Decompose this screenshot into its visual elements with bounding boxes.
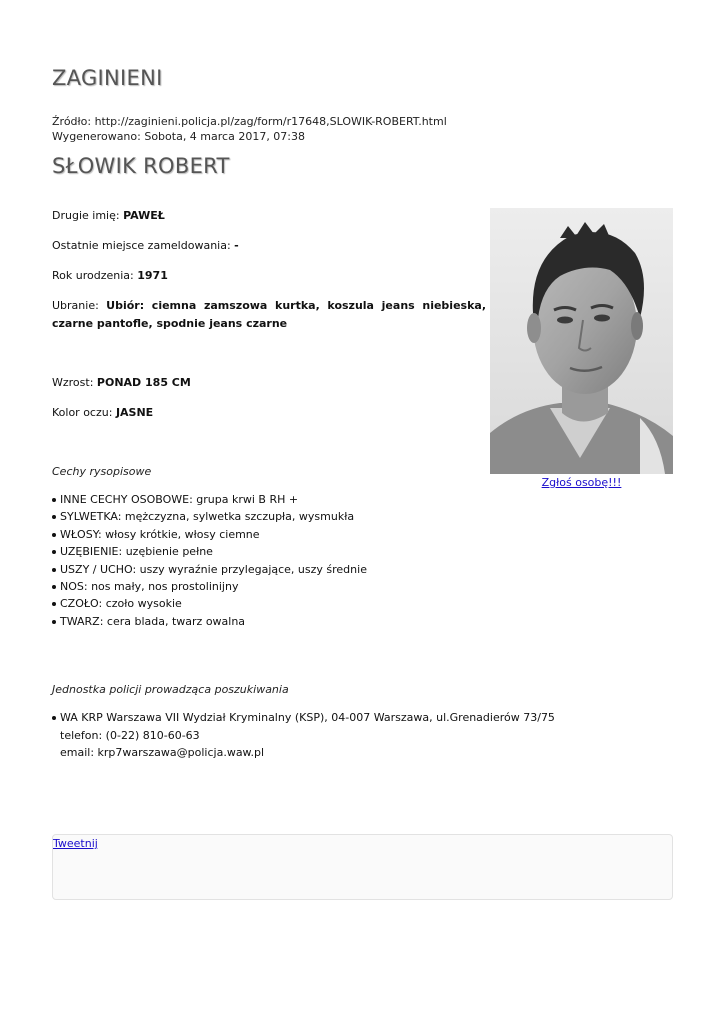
field-last-residence-label: Ostatnie miejsce zameldowania: [52,239,231,252]
field-clothing-label: Ubranie: [52,299,99,312]
generated-line: Wygenerowano: Sobota, 4 marca 2017, 07:38 [52,130,306,143]
list-item: WŁOSY: włosy krótkie, włosy ciemne [52,526,367,543]
police-unit-heading: Jednostka policji prowadząca poszukiwania [52,683,289,696]
features-heading: Cechy rysopisowe [52,465,152,478]
report-person-link[interactable]: Zgłoś osobę!!! [541,476,622,489]
source-line: Źródło: http://zaginieni.policja.pl/zag/form/r17648,SLOWIK-ROBERT.html [52,115,447,128]
list-item: CZOŁO: czoło wysokie [52,595,367,612]
field-height-label: Wzrost: [52,376,94,389]
field-clothing-value: Ubiór: ciemna zamszowa kurtka, koszula jeans niebieska, czarne pantofle, spodnie jeans czarne [52,299,487,330]
site-title: ZAGINIENI [52,66,163,90]
police-unit-phone: telefon: (0-22) 810-60-63 [60,728,200,742]
police-unit-email: email: krp7warszawa@policja.waw.pl [60,746,265,759]
police-unit-block [52,709,652,762]
field-birth-year-value: 1971 [137,269,168,282]
field-last-residence-value: - [234,239,239,252]
field-second-name [52,207,486,225]
features-list [52,491,367,630]
list-item: USZY / UCHO: uszy wyraźnie przylegające, uszy średnie [52,561,367,578]
list-item: INNE CECHY OSOBOWE: grupa krwi B RH + [52,491,367,508]
list-item: SYLWETKA: mężczyzna, sylwetka szczupła, wysmukła [52,508,367,525]
tweet-box [52,834,673,900]
person-photo-icon [490,208,673,474]
field-birth-year [52,267,486,285]
person-name: SŁOWIK ROBERT [52,154,230,178]
field-second-name-value: PAWEŁ [123,209,165,222]
tweet-button[interactable]: Tweetnij [53,837,98,850]
field-eye-color-value: JASNE [115,406,154,419]
field-birth-year-label: Rok urodzenia: [52,269,134,282]
field-eye-color-label: Kolor oczu: [52,406,113,419]
field-clothing [52,297,486,333]
list-item: NOS: nos mały, nos prostolinijny [52,578,367,595]
field-height-value: PONAD 185 CM [96,376,191,389]
list-item: UZĘBIENIE: uzębienie pełne [52,543,367,560]
field-last-residence [52,237,486,255]
list-item: TWARZ: cera blada, twarz owalna [52,613,367,630]
police-unit-name: WA KRP Warszawa VII Wydział Kryminalny (KSP), 04-007 Warszawa, ul.Grenadierów 73/75 [52,709,652,727]
field-eye-color [52,404,486,422]
field-height [52,374,486,392]
field-second-name-label: Drugie imię: [52,209,120,222]
document-page [52,0,673,1024]
